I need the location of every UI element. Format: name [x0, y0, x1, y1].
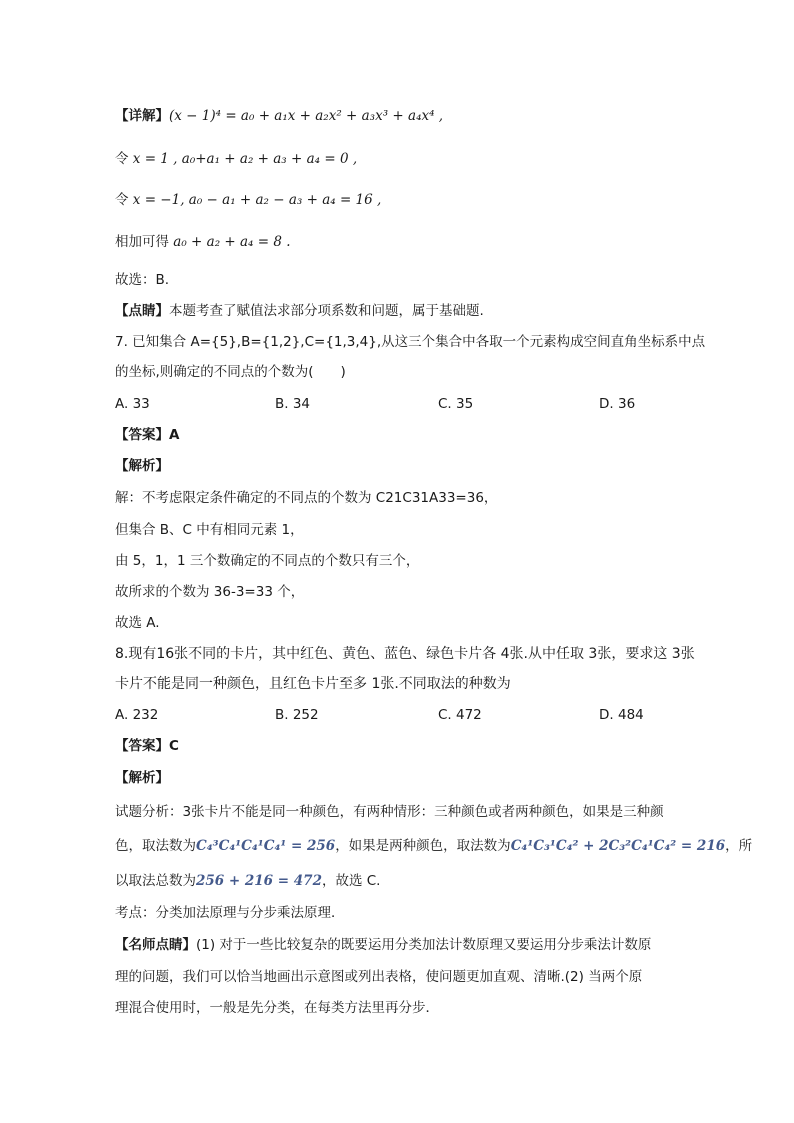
q8-solution-3 — [115, 871, 380, 891]
q8-formula-two-colors: C₄¹C₃¹C₄² + 2C₃²C₄¹C₄² = 216 — [510, 838, 726, 854]
q8-master-line-1 — [115, 935, 651, 955]
q7-answer-tag: 【答案】 — [115, 427, 169, 443]
q8-master-line-2: 理的问题，我们可以恰当地画出示意图或列出表格，使问题更加直观、清晰.(2) 当两个原 — [115, 969, 643, 985]
q8-master-line-3: 理混合使用时，一般是先分类，在每类方法里再分步． — [115, 1000, 439, 1016]
comment-tag: 【点睛】 — [115, 303, 169, 319]
q8-solution-3-b: ，故选 C. — [321, 873, 381, 889]
q8-solution-2 — [115, 836, 752, 856]
q8-solution-1: 试题分析：3张卡片不能是同一种颜色，有两种情形：三种颜色或者两种颜色，如果是三种颜 — [115, 804, 664, 820]
q7-option-c: C. 35 — [438, 396, 474, 412]
detail-line-2 — [115, 149, 357, 169]
q8-option-b: B. 252 — [275, 707, 319, 723]
detail-comment — [115, 301, 484, 321]
q8-kaodian: 考点：分类加法原理与分步乘法原理． — [115, 905, 345, 921]
q7-solution-1: 解：不考虑限定条件确定的不同点的个数为 C21C31A33=36， — [115, 490, 498, 506]
q7-solution-3: 由 5，1，1 三个数确定的不同点的个数只有三个， — [115, 553, 420, 569]
q8-option-a: A. 232 — [115, 707, 159, 723]
q8-stem-line-2: 卡片不能是同一种颜色，且红色卡片至多 1张.不同取法的种数为 — [115, 676, 511, 692]
q8-option-d: D. 484 — [599, 707, 644, 723]
q7-option-d: D. 36 — [599, 396, 636, 412]
q7-option-b: B. 34 — [275, 396, 311, 412]
let-label-2: 令 — [115, 192, 129, 208]
q8-solution-2-c: ，所 — [725, 838, 753, 854]
detail-substitution-1: x = 1 , a₀+a₁ + a₂ + a₃ + a₄ = 0 , — [132, 151, 358, 167]
detail-substitution-2: x = −1, a₀ − a₁ + a₂ − a₃ + a₄ = 16 , — [132, 192, 382, 208]
detail-sum: a₀ + a₂ + a₄ = 8 . — [173, 234, 291, 250]
q7-answer — [115, 425, 179, 445]
q7-analysis-tag: 【解析】 — [115, 458, 169, 474]
detail-line-4 — [115, 232, 291, 252]
detail-line-3 — [115, 190, 381, 210]
q8-answer-value: C — [169, 738, 179, 754]
q8-formula-total: 256 + 216 = 472 — [196, 873, 322, 889]
q7-solution-5: 故选 A. — [115, 615, 160, 631]
q7-option-a: A. 33 — [115, 396, 150, 412]
q7-solution-2: 但集合 B、C 中有相同元素 1， — [115, 522, 304, 538]
q8-solution-2-a: 色，取法数为 — [115, 838, 196, 854]
q8-answer-tag: 【答案】 — [115, 738, 169, 754]
q7-answer-value: A — [169, 427, 180, 443]
detail-expansion: (x − 1)⁴ = a₀ + a₁x + a₂x² + a₃x³ + a₄x⁴ , — [169, 108, 444, 124]
q8-master-tag: 【名师点睛】 — [115, 937, 196, 953]
q8-answer — [115, 736, 179, 756]
comment-text: 本题考查了赋值法求部分项系数和问题，属于基础题. — [169, 303, 484, 319]
detail-line-1 — [115, 106, 443, 126]
q7-stem-line-1: 7. 已知集合 A={5},B={1,2},C={1,3,4},从这三个集合中各取一个元素构成空间直角坐标系中点 — [115, 334, 706, 350]
q8-solution-3-a: 以取法总数为 — [115, 873, 196, 889]
q8-solution-2-b: ，如果是两种颜色，取法数为 — [335, 838, 511, 854]
q8-master-text-1: (1) 对于一些比较复杂的既要运用分类加法计数原理又要运用分步乘法计数原 — [196, 937, 652, 953]
q8-option-c: C. 472 — [438, 707, 482, 723]
q7-stem-line-2: 的坐标,则确定的不同点的个数为( ) — [115, 364, 346, 380]
sum-label: 相加可得 — [115, 234, 169, 250]
let-label-1: 令 — [115, 151, 129, 167]
q7-solution-4: 故所求的个数为 36-3=33 个， — [115, 584, 305, 600]
q8-analysis-tag: 【解析】 — [115, 770, 169, 786]
q8-formula-three-colors: C₄³C₄¹C₄¹C₄¹ = 256 — [196, 838, 336, 854]
q8-stem-line-1: 8.现有16张不同的卡片，其中红色、黄色、蓝色、绿色卡片各 4张.从中任取 3张，要求这 3张 — [115, 646, 695, 662]
detail-choice: 故选：B. — [115, 272, 170, 288]
detail-tag: 【详解】 — [115, 108, 169, 124]
